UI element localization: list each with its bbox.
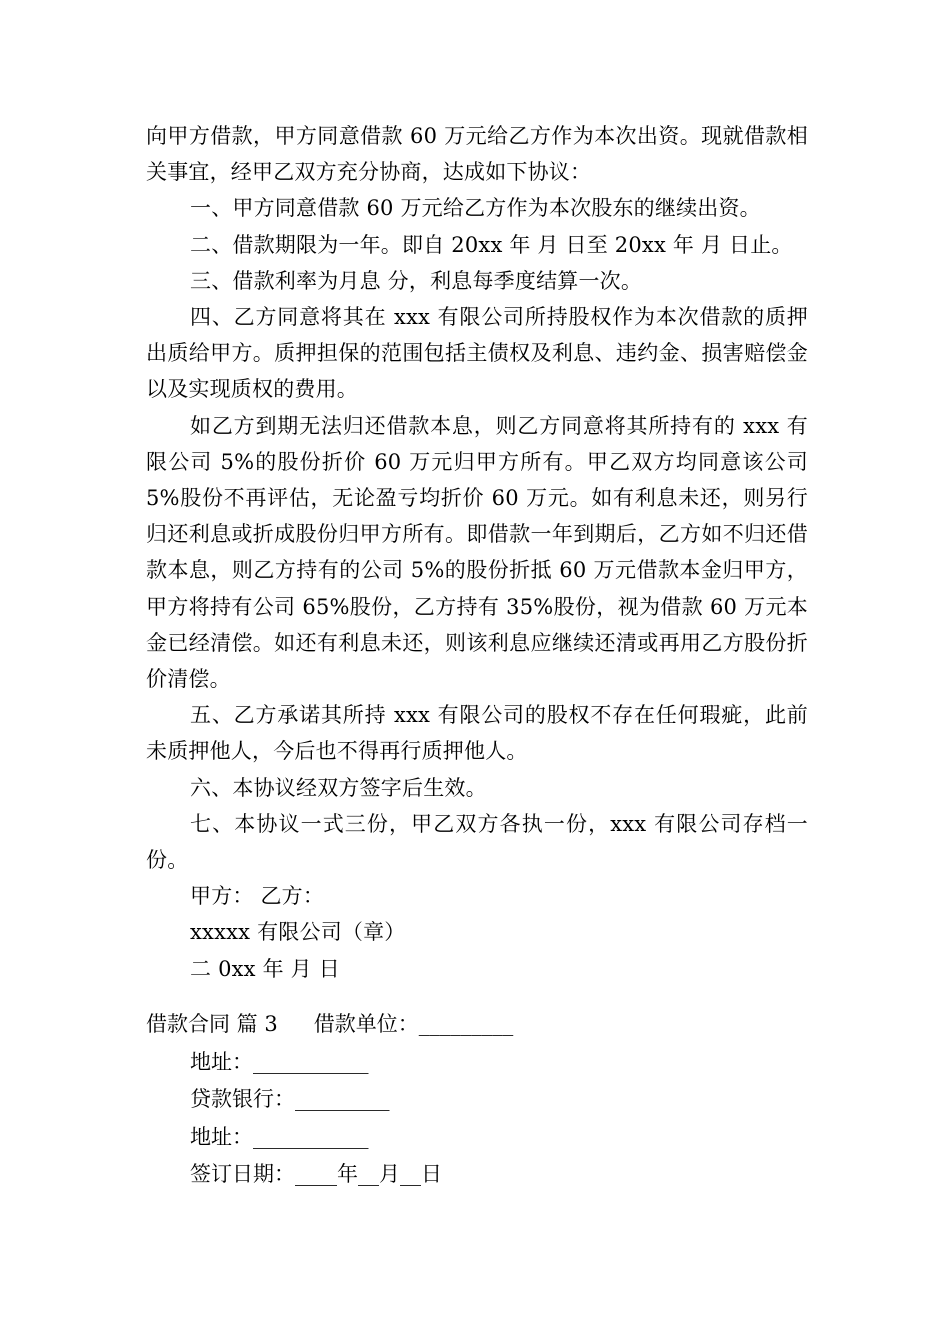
clause-two: 二、借款期限为一年。即自 20xx 年 月 日至 20xx 年 月 日止。	[190, 232, 793, 257]
clause-four: 四、乙方同意将其在 xxx 有限公司所持股权作为本次借款的质押出质给甲方。质押担保的范围包括主债权及利息、违约金、损害赔偿金以及实现质权的费用。	[146, 305, 808, 402]
lender-bank-field: 贷款银行：_________	[190, 1087, 390, 1112]
intro-paragraph: 向甲方借款，甲方同意借款 60 万元给乙方作为本次出资。现就借款相关事宜，经甲乙双方充分协商，达成如下协议：	[146, 124, 808, 185]
clause-five: 五、乙方承诺其所持 xxx 有限公司的股权不存在任何瑕疵，此前未质押他人，今后也不得再行质押他人。	[146, 703, 808, 764]
contract-body	[146, 118, 808, 987]
clause-four-default: 如乙方到期无法归还借款本息，则乙方同意将其所持有的 xxx 有限公司 5%的股份折价 60 万元归甲方所有。甲乙双方均同意该公司 5%股份不再评估，无论盈亏均折价 60 万元。如有利息未还，则另行归还利息或折成股份归甲方所有。即借款一年到期后，乙方如不归还借款本息，则乙方持有的公司 5%的股份折抵 60 万元借款本金归甲方，甲方将持有公司 65%股份，乙方持有 35%股份，视为借款 60 万元本金已经清偿。如还有利息未还，则该利息应继续还清或再用乙方股份折价清偿。	[146, 413, 808, 692]
clause-one: 一、甲方同意借款 60 万元给乙方作为本次股东的继续出资。	[190, 196, 761, 221]
sign-date-field: 签订日期：____年__月__日	[190, 1162, 442, 1187]
contract-title: 借款合同 篇 3	[146, 1012, 278, 1036]
address-field-2: 地址：___________	[190, 1124, 369, 1149]
contract-three-header	[146, 1006, 808, 1194]
clause-six: 六、本协议经双方签字后生效。	[190, 775, 487, 800]
contract-title-row	[146, 1006, 808, 1044]
clause-seven: 七、本协议一式三份，甲乙双方各执一份，xxx 有限公司存档一份。	[146, 811, 808, 873]
company-seal-line: xxxxx 有限公司（章）	[190, 920, 406, 945]
parties-signature-line: 甲方： 乙方：	[190, 884, 325, 909]
clause-three: 三、借款利率为月息 分，利息每季度结算一次。	[190, 268, 643, 293]
signing-date-line: 二 0xx 年 月 日	[190, 956, 340, 981]
borrower-field: 借款单位：_________	[313, 1012, 514, 1036]
address-field-1: 地址：___________	[190, 1049, 369, 1074]
